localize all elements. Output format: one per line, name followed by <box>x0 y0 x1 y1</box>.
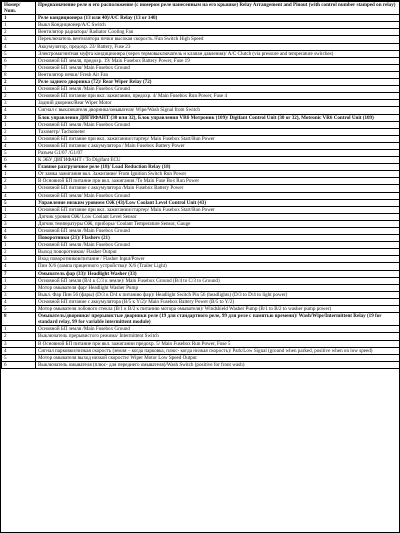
row-number: 2 <box>2 128 36 135</box>
table-row <box>2 284 400 291</box>
row-description: Основной БП питание при вкл. зажигании/стартер/ Main Fusebox Start/Run Power <box>36 135 400 142</box>
row-number: 5 <box>2 354 36 361</box>
row-description: Основной БП земля /Main Fusebox Ground <box>36 121 400 128</box>
row-number: 4 <box>2 142 36 149</box>
section-row <box>2 15 400 22</box>
table-row <box>2 291 400 298</box>
row-description: Основной БП земля /Main Fusebox Ground <box>36 228 400 235</box>
section-row <box>2 235 400 242</box>
row-number: 2 <box>2 249 36 256</box>
header-title: Предназначение реле и его расположение (с номером реле нанесенным на его крышке) Relay Arrangement and Pinout (with control number stamped on relay) <box>36 2 400 15</box>
row-description: Вентилятор печки/ Fresh Air Fan <box>36 71 400 78</box>
row-number: 1 <box>2 277 36 284</box>
section-row <box>2 199 400 206</box>
row-description: Основной БП земля /Main Fusebox Ground <box>36 326 400 333</box>
table-row <box>2 36 400 43</box>
table-row <box>2 22 400 29</box>
table-row <box>2 347 400 354</box>
row-description: Основной БП земля/ Main Fusebox Ground <box>36 192 400 199</box>
row-number: 6 <box>2 235 36 242</box>
row-description: Выключатель омывателя (плюс- для переднего омывателя)/Wash Switch (positive for front wash) <box>36 361 400 368</box>
table-row <box>2 128 400 135</box>
row-description: Основной БП питание с аккумулятора (B/5 к Y/2)/ Main Fusebox Battery Power (B/5 to Y/2) <box>36 298 400 305</box>
table-row <box>2 185 400 192</box>
row-number: 4 <box>2 263 36 270</box>
table-row <box>2 340 400 347</box>
row-number: 2 <box>2 284 36 291</box>
table-row <box>2 100 400 107</box>
table-row <box>2 93 400 100</box>
section-row <box>2 313 400 326</box>
row-description: Основной БП земля, предохр. 19/ Main Fusebox Battery Power, Fuse 19 <box>36 57 400 64</box>
table-row <box>2 263 400 270</box>
row-description: Тахометр/ Tachometer <box>36 128 400 135</box>
header-num: Номер/ Num. <box>2 2 36 15</box>
table-row <box>2 71 400 78</box>
row-number: 3 <box>2 256 36 263</box>
table-row <box>2 249 400 256</box>
table-row <box>2 135 400 142</box>
row-description: Блок управления ДИГИФАНТ (30 или 32), Блок управления VR6 Мотроник (109)/ Digifant Control Unit (30 or 32), Motronic VR6 Control Unit (109) <box>36 114 400 121</box>
section-row <box>2 270 400 277</box>
row-number: 1 <box>2 206 36 213</box>
row-number: 1 <box>2 121 36 128</box>
row-description: Мотор омывателя фар/ Headlight Washer Pump <box>36 284 400 291</box>
section-row <box>2 114 400 121</box>
row-description: Электромагнитная муфта кондиционера (через термовыключатель и клапан давления)/ A/C Clutch (via pressure and temperature switches) <box>36 50 400 57</box>
row-description: Реле заднего дворника (72)/ Rear Wiper Relay (72) <box>36 79 400 86</box>
table-row <box>2 121 400 128</box>
table-row <box>2 298 400 305</box>
row-description: В Основной БП питание при вкл. зажигании предохр. 5/ Main Fusebox Run Power, Fuse 5 <box>36 340 400 347</box>
row-number: 1 <box>2 15 36 22</box>
row-description: От замка зажигания вкл. Зажигание/ From Ignition Switch Run Power <box>36 171 400 178</box>
row-description: Основной БП земля /Main Fusebox Ground <box>36 242 400 249</box>
row-number: 2 <box>2 79 36 86</box>
row-number: 6 <box>2 57 36 64</box>
row-number: 3 <box>2 100 36 107</box>
row-description: Вентилятор радиатора/ Radiator Cooling Fan <box>36 29 400 36</box>
row-number: 3 <box>2 340 36 347</box>
row-description: Управление низким уровнем ОЖ (43)/Low Coolant Level Control Unit (43) <box>36 199 400 206</box>
row-number: 3 <box>2 291 36 298</box>
row-number: 5 <box>2 149 36 156</box>
row-description: Омыватель/дворники/ прерывистые дворники реле (19 для стандартного реле, 99 для реле с памятью времени)/ Wash/Wipe/Intermittent Relay (19 for standard relay, 99 for variable intermittent module) <box>36 313 400 326</box>
row-number: 4 <box>2 228 36 235</box>
table-row <box>2 333 400 340</box>
row-description: Основной БП питание при вкл. зажигании/стартер/ Main Fusebox Start/Run Power <box>36 206 400 213</box>
row-number: 3 <box>2 114 36 121</box>
row-number: 6 <box>2 157 36 164</box>
row-description: Реле кондиционера (13 или 40)/A/C Relay (13 or 140) <box>36 15 400 22</box>
row-description: Вход поворотников/питание / Flasher Input/Power <box>36 256 400 263</box>
row-number: 6 <box>2 361 36 368</box>
row-number: 1 <box>2 242 36 249</box>
table-row <box>2 171 400 178</box>
row-description: К ЭБУ ДИГИФАНТ / To Digifant ECU <box>36 157 400 164</box>
table-row <box>2 361 400 368</box>
row-number: 8 <box>2 313 36 326</box>
row-description: Выключатель прерывистого режима/ Intermittent Switch <box>36 333 400 340</box>
row-number: 7 <box>2 64 36 71</box>
row-description: Поворотники (21)/ Flashers (21) <box>36 235 400 242</box>
table-row <box>2 277 400 284</box>
row-description: Основной БП питание при вкл. зажигании, предохр. 4/ Main Fusebox Run Power, Fuse 4 <box>36 93 400 100</box>
row-number: 2 <box>2 93 36 100</box>
row-number: 4 <box>2 43 36 50</box>
row-number: 8 <box>2 71 36 78</box>
table-row <box>2 86 400 93</box>
row-number: 3 <box>2 36 36 43</box>
row-description: Основной БП питание с аккумулятора / Main Fusebox Battery Power <box>36 142 400 149</box>
row-number: 4 <box>2 164 36 171</box>
row-description: Мотор омывателя выход низкой скорости/ Wiper Motor Low Speed Output <box>36 354 400 361</box>
table-row <box>2 192 400 199</box>
table-row <box>2 256 400 263</box>
row-description: Сигнал парковки/низкая скорость (земля – когда парковка, плюс- когда низкая скорость)/ Park/Low Signal (ground when parked, positive when on low speed) <box>36 347 400 354</box>
row-description: Пин X/6 (лампа прицепного устройства)/ X/6 (Trailer Light) <box>36 263 400 270</box>
table-row <box>2 107 400 114</box>
row-description: Датчик уровня ОЖ/ Low Coolant Level Sensor <box>36 213 400 220</box>
row-description: Основной БП земля /Main Fusebox Ground <box>36 86 400 93</box>
row-number: 2 <box>2 178 36 185</box>
table-row <box>2 220 400 227</box>
row-description: Омыватель фар (33)/ Headlight Washer (33) <box>36 270 400 277</box>
row-number: 3 <box>2 135 36 142</box>
table-row <box>2 326 400 333</box>
table-row <box>2 213 400 220</box>
table-row <box>2 43 400 50</box>
row-number: 1 <box>2 86 36 93</box>
relay-pinout-table <box>1 1 400 369</box>
section-row <box>2 164 400 171</box>
row-number: 4 <box>2 192 36 199</box>
table-row <box>2 149 400 156</box>
table-row <box>2 57 400 64</box>
row-description: Основной БП питание с аккумулятора /Main Fusebox Battery Power <box>36 185 400 192</box>
row-description: Датчик температуры ОЖ, приборы/ Coolant Temperature Sensor, Gauge <box>36 220 400 227</box>
row-number: 4 <box>2 298 36 305</box>
table-row <box>2 50 400 57</box>
table-row <box>2 354 400 361</box>
row-number: 1 <box>2 326 36 333</box>
row-number: 3 <box>2 185 36 192</box>
row-description: Задний дворник/Rear Wiper Motor <box>36 100 400 107</box>
section-row <box>2 79 400 86</box>
row-number: 1 <box>2 171 36 178</box>
row-description: Выкл. Фар Пин 56 (фары) (D/3 к D/4 к питанию фар)/ Headlight Switch Pin 56 (headlights) (D/3 to D/4 to light power) <box>36 291 400 298</box>
row-description: Переключатель вентилятора печки высокая скорость /Fan Switch High Speed <box>36 36 400 43</box>
table-row <box>2 178 400 185</box>
row-number: 3 <box>2 220 36 227</box>
row-number: 2 <box>2 333 36 340</box>
row-number: 4 <box>2 347 36 354</box>
row-description: Выкл Кондиционер/A/C Switch <box>36 22 400 29</box>
row-description: Сигнал с выключателя дворника/омывателя/ Wipe/Wash Signal from Switch <box>36 107 400 114</box>
table-row <box>2 242 400 249</box>
row-description: Разъем G1/07 /G1/07 <box>36 149 400 156</box>
table-row <box>2 228 400 235</box>
row-number: 5 <box>2 199 36 206</box>
row-description: Основной БП земля (В/4 к С/3 к земле)/ Main Fusebox Ground (B/4 to C/3 to Ground) <box>36 277 400 284</box>
row-number: 1 <box>2 22 36 29</box>
row-description: Основной БП земля/ Main Fusebox Ground <box>36 64 400 71</box>
table-row <box>2 157 400 164</box>
table-row <box>2 142 400 149</box>
table-row <box>2 29 400 36</box>
row-number: 5 <box>2 306 36 313</box>
table-header-row <box>2 2 400 15</box>
row-number: 2 <box>2 29 36 36</box>
row-description: Мотор омывателя лобового стекла (B/1 к B/2 к питанию мотора омывателя)/ Windshield Washer Pump (B/1 to B/2 to washer pump power) <box>36 306 400 313</box>
table-row <box>2 306 400 313</box>
table-body <box>2 15 400 369</box>
row-description: Выход поворотников/ Flasher Output <box>36 249 400 256</box>
row-description: Аккумулятор, предохр. 23/ Battery, Fuse 23 <box>36 43 400 50</box>
table-row <box>2 206 400 213</box>
row-number: 7 <box>2 270 36 277</box>
row-number: 5 <box>2 50 36 57</box>
row-description: В Основной БП питание при вкл. зажигания /To Main Fuse Box Run Power <box>36 178 400 185</box>
row-description: Главное разгрузочное реле (18)/ Load Reduction Relay (18) <box>36 164 400 171</box>
row-number: 4 <box>2 107 36 114</box>
row-number: 2 <box>2 213 36 220</box>
table-row <box>2 64 400 71</box>
